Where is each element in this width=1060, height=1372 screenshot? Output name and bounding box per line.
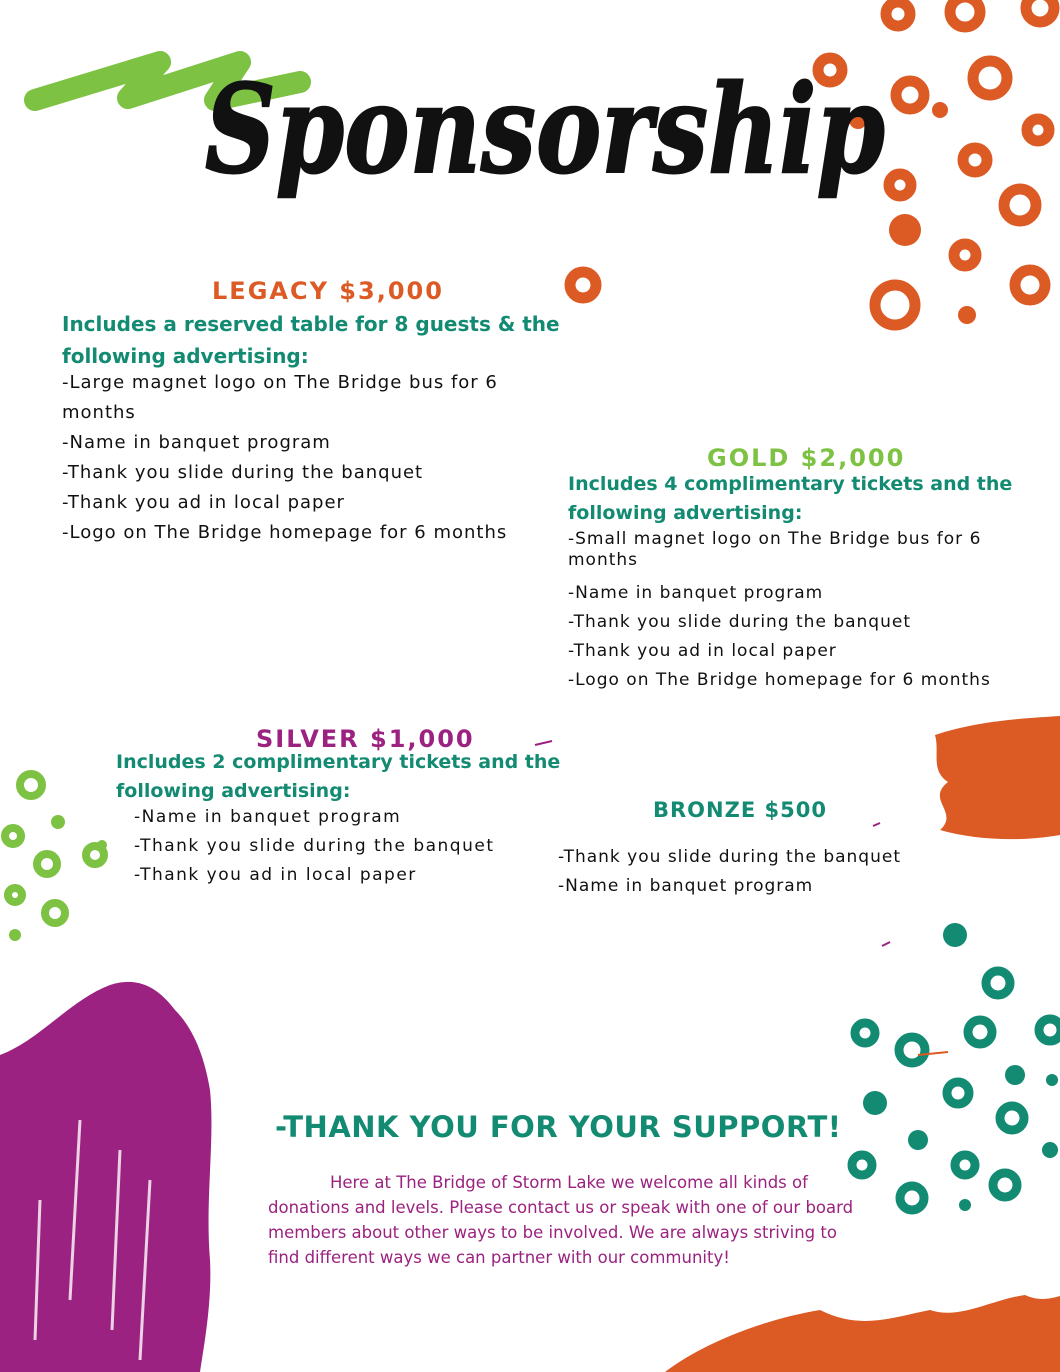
silver-benefits-list [134,803,554,890]
list-item: -Thank you ad in local paper [134,865,417,885]
list-item: -Thank you slide during the banquet [558,847,901,867]
page-title [195,32,895,232]
silver-intro: Includes 2 complimentary tickets and the following advertising: [116,751,561,802]
list-item: -Thank you slide during the banquet [568,612,911,632]
legacy-intro: Includes a reserved table for 8 guests & the following advertising: [62,312,560,368]
purple-brush-block [0,982,211,1372]
list-item: -Thank you ad in local paper [62,492,345,513]
list-item: -Name in banquet program [62,432,331,453]
legacy-heading: LEGACY $3,000 [212,277,444,305]
gold-benefits-list [568,529,1038,695]
bronze-heading: BRONZE $500 [653,798,827,822]
gold-intro: Includes 4 complimentary tickets and the following advertising: [568,473,1013,524]
list-item: -Logo on The Bridge homepage for 6 months [568,670,991,690]
list-item: -Thank you slide during the banquet [62,462,424,483]
list-item: -Name in banquet program [568,583,824,603]
list-item: -Thank you ad in local paper [568,641,837,661]
thank-you-message: Here at The Bridge of Storm Lake we welcome all kinds of donations and levels. Please contact us or speak with one of our board members about other ways to be involved. We are always striving to find different ways we can partner with our community! [268,1173,854,1267]
accent-mark [873,823,880,826]
green-dots-cluster [5,774,104,923]
list-item: -Thank you slide during the banquet [134,836,495,856]
accent-mark [882,942,890,946]
teal-solid-dots [863,923,1058,1211]
silver-heading: SILVER $1,000 [256,725,475,753]
orange-brush-bottom [665,1295,1060,1372]
bronze-benefits-list [558,843,978,901]
thank-you-heading: -THANK YOU FOR YOUR SUPPORT! [275,1110,842,1144]
teal-dots-cluster [852,971,1060,1210]
list-item: -Logo on The Bridge homepage for 6 months [62,522,508,543]
list-item: -Large magnet logo on The Bridge bus for 6 months [62,372,498,423]
orange-brush-block [935,716,1060,839]
list-item: -Name in banquet program [134,807,402,827]
page-title-text: Sponsorship [205,57,885,201]
accent-mark [535,741,552,745]
list-item: -Small magnet logo on The Bridge bus for 6 months [568,529,982,570]
list-item: -Name in banquet program [558,876,814,896]
gold-heading: GOLD $2,000 [707,444,906,472]
legacy-benefits-list [62,368,532,548]
